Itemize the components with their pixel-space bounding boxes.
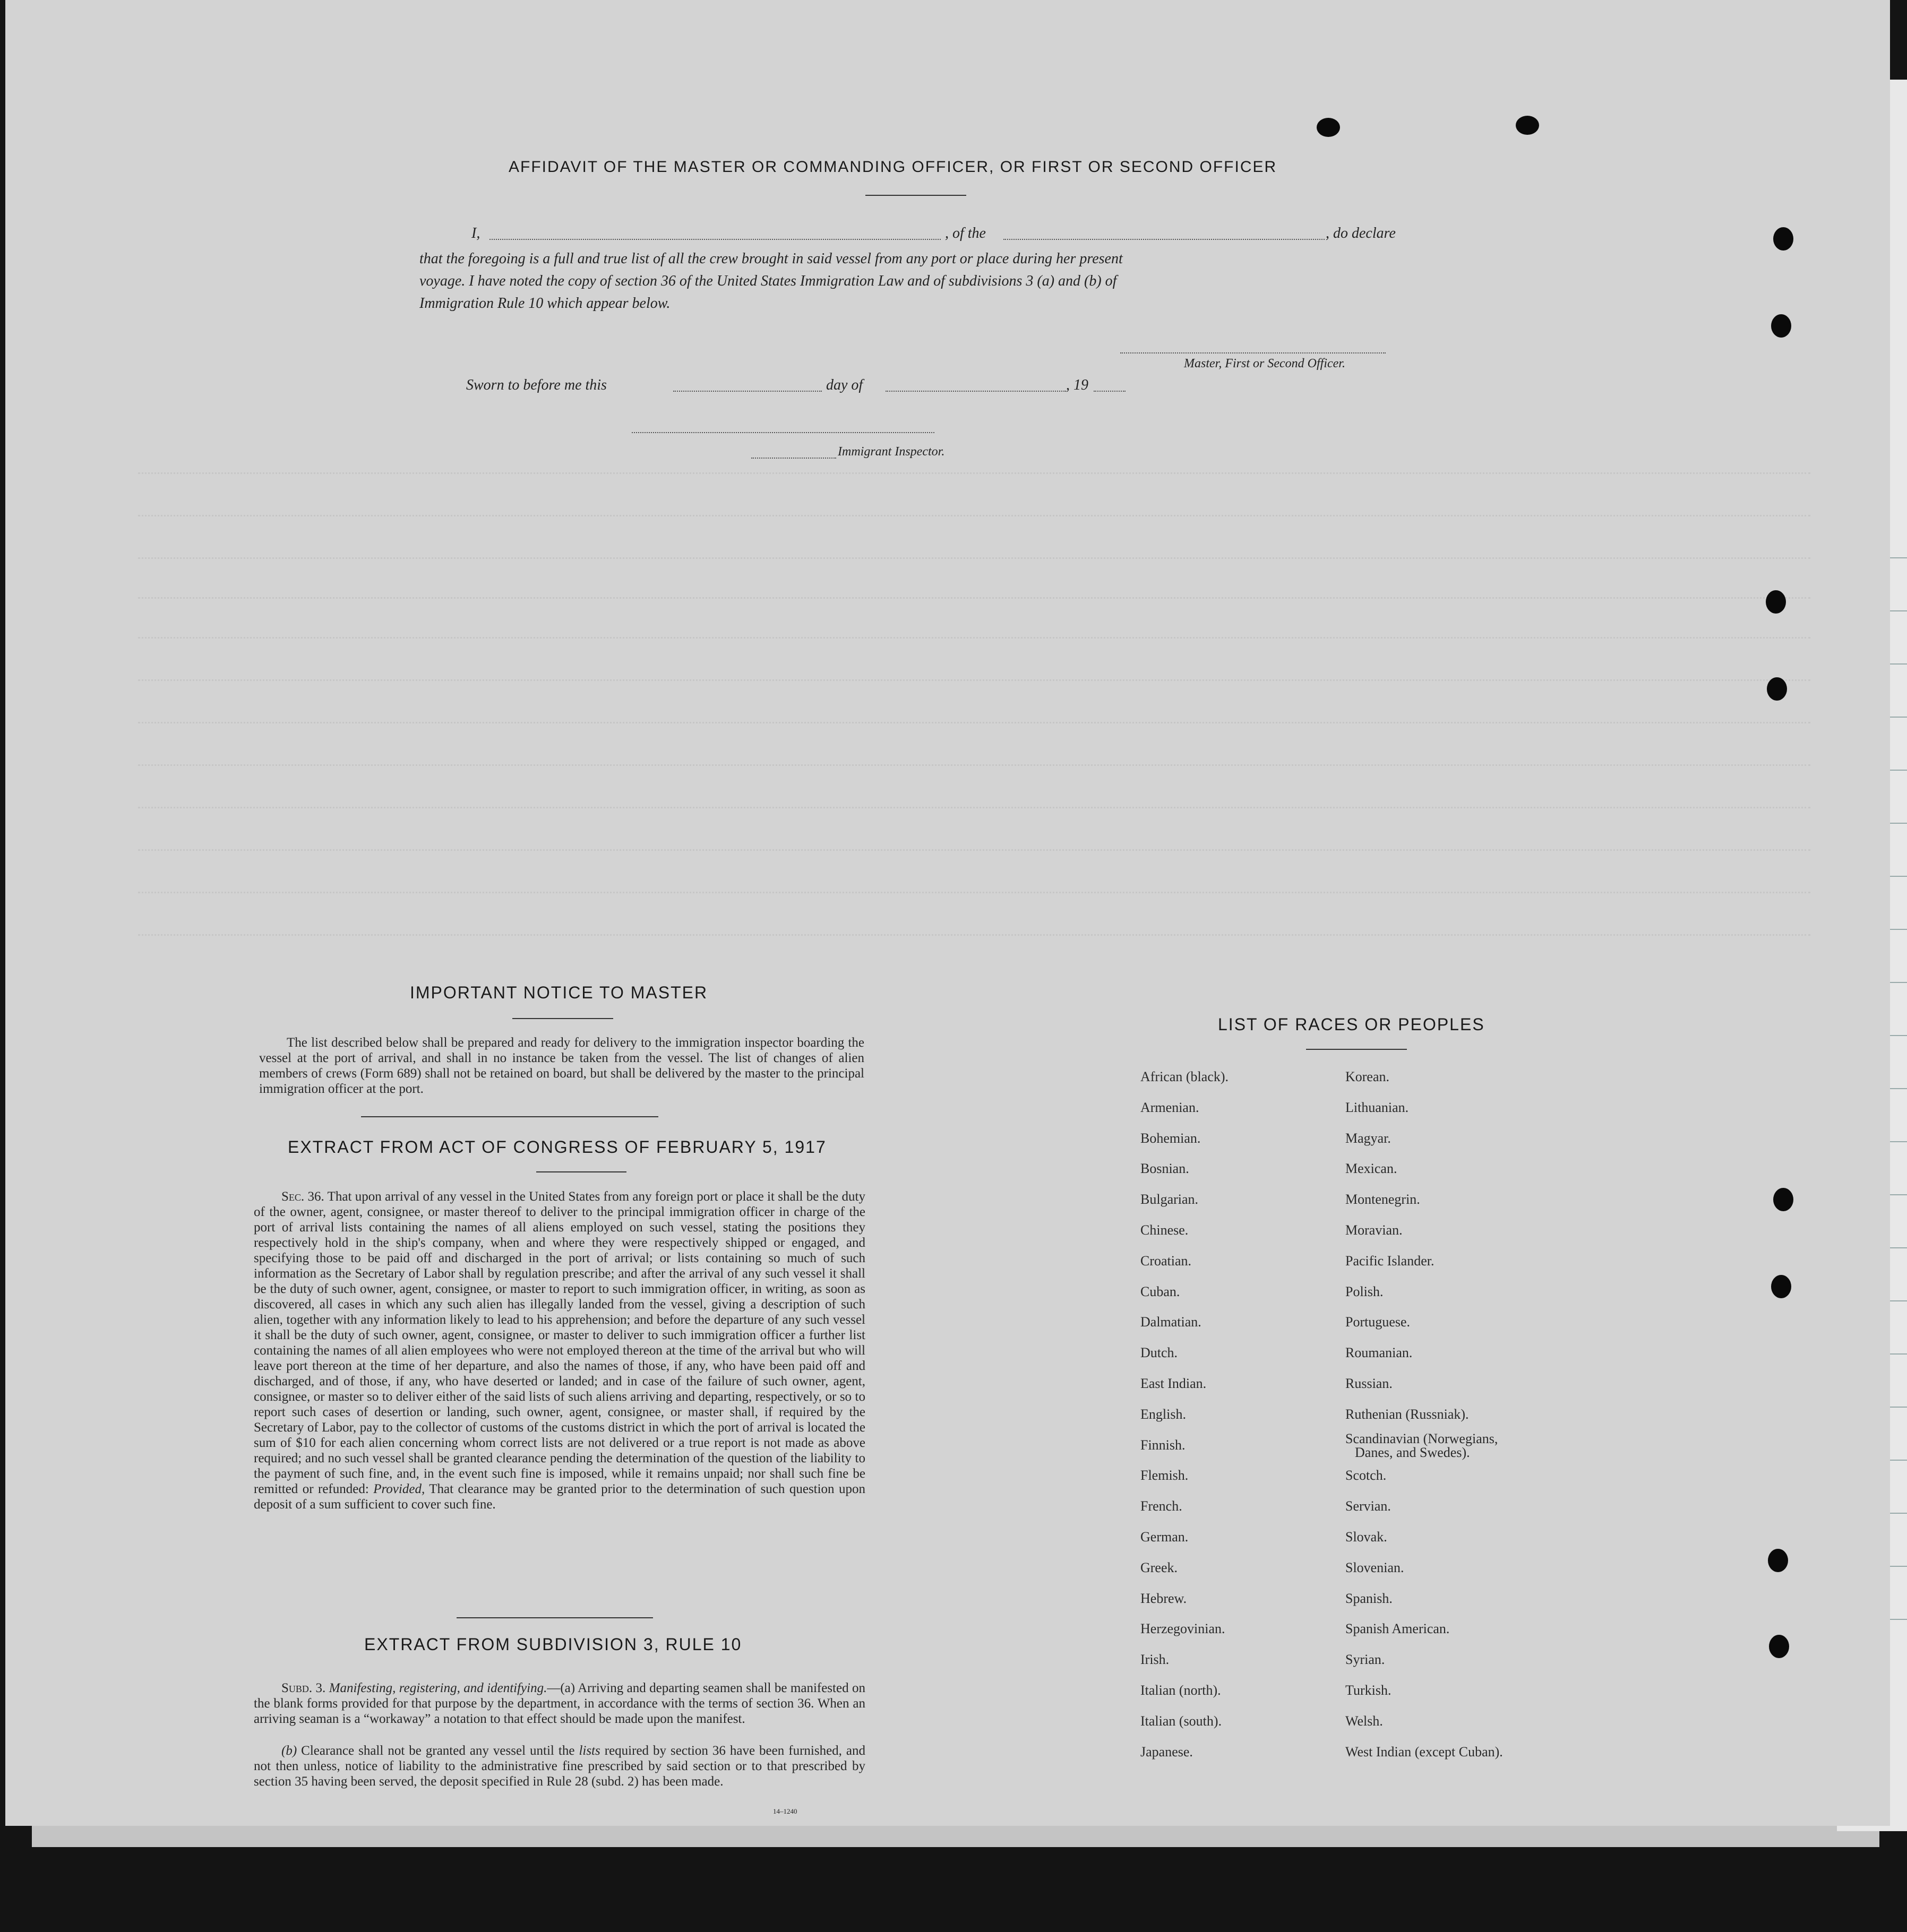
race-item: Roumanian. <box>1345 1345 1413 1361</box>
master-signature-label: Master, First or Second Officer. <box>1184 357 1345 370</box>
affidavit-of-the: , of the <box>945 225 986 242</box>
vessel-blank[interactable] <box>1003 239 1325 240</box>
races-right-column <box>1345 1062 1503 1767</box>
race-item: Syrian. <box>1345 1652 1385 1668</box>
race-item: Herzegovinian. <box>1140 1621 1225 1637</box>
race-item: Spanish. <box>1345 1590 1393 1606</box>
race-item: Bohemian. <box>1140 1130 1201 1146</box>
affidavit-do-declare: , do declare <box>1326 225 1396 242</box>
form-number: 14–1240 <box>773 1807 797 1815</box>
race-item: Irish. <box>1140 1652 1170 1668</box>
inspector-dots <box>751 458 836 459</box>
race-item: Magyar. <box>1345 1130 1391 1146</box>
race-item: Hebrew. <box>1140 1590 1187 1606</box>
race-item: Scotch. <box>1345 1468 1387 1484</box>
race-item: Polish. <box>1345 1283 1384 1299</box>
race-item: Bosnian. <box>1140 1161 1189 1177</box>
race-item: Moravian. <box>1345 1222 1403 1238</box>
race-item: East Indian. <box>1140 1375 1207 1391</box>
race-item: Dutch. <box>1140 1345 1178 1361</box>
affidavit-body-line3: Immigration Rule 10 which appear below. <box>419 295 671 312</box>
races-heading: LIST OF RACES OR PEOPLES <box>1218 1015 1485 1034</box>
race-item: Lithuanian. <box>1345 1099 1409 1115</box>
race-item: Chinese. <box>1140 1222 1189 1238</box>
divider <box>536 1171 626 1172</box>
race-item: Mexican. <box>1345 1161 1397 1177</box>
race-item: English. <box>1140 1406 1186 1422</box>
divider <box>512 1018 613 1019</box>
punch-hole <box>1516 116 1539 135</box>
affidavit-body-line1: that the foregoing is a full and true list of all the crew brought in said vessel from any port or place during her present <box>419 251 1123 267</box>
race-item: Ruthenian (Russniak). <box>1345 1406 1469 1422</box>
race-item: French. <box>1140 1498 1182 1514</box>
race-item: Greek. <box>1140 1559 1178 1575</box>
race-item: West Indian (except Cuban). <box>1345 1744 1503 1760</box>
form-sheet <box>5 0 1890 1826</box>
punch-hole <box>1766 590 1786 614</box>
rule-extract-para-b: (b) Clearance shall not be granted any vessel until the lists required by section 36 have been furnished, and not then unless, notice of liability to the administrative fine prescribed by said section or to that prescribed by section 35 having been served, the deposit specified in Rule 28 (subd. 2) has been made. <box>254 1744 866 1789</box>
inspector-label: Immigrant Inspector. <box>838 445 945 459</box>
race-item: Russian. <box>1345 1375 1393 1391</box>
race-item: Croatian. <box>1140 1253 1192 1269</box>
year-blank[interactable] <box>1094 391 1126 392</box>
affidavit-i-label: I, <box>471 225 480 242</box>
race-item: Cuban. <box>1140 1283 1180 1299</box>
race-item: Italian (north). <box>1140 1682 1221 1698</box>
month-blank[interactable] <box>886 391 1066 392</box>
day-blank[interactable] <box>673 391 822 392</box>
races-left-column <box>1140 1062 1229 1767</box>
punch-hole <box>1773 1188 1793 1211</box>
divider <box>865 195 966 196</box>
race-item: Spanish American. <box>1345 1621 1450 1637</box>
divider <box>457 1617 653 1618</box>
race-item: Flemish. <box>1140 1468 1189 1484</box>
affidavit-body-line2: voyage. I have noted the copy of section 36 of the United States Immigration Law and of subdivisions 3 (a) and (b) of <box>419 273 1117 289</box>
rule-extract-heading: EXTRACT FROM SUBDIVISION 3, RULE 10 <box>364 1635 742 1654</box>
divider <box>361 1116 658 1117</box>
act-extract-text: Sec. 36. That upon arrival of any vessel in the United States from any foreign port or place it shall be the duty of the owner, agent, consignee, or master thereof to deliver to the principal immigration officer in charge of the port of arrival lists containing the names of all aliens employed on such vessel, stating the positions they respectively hold in the ship's company, when and where they were respectively shipped or engaged, and specifying those to be paid off and discharged in the port of arrival; or lists containing so much of such information as the Secretary of Labor shall by regulation prescribe; and after the arrival of any such vessel it shall be the duty of such owner, agent, consignee, or master to report to such immigration officer, in writing, as soon as discovered, all cases in which any such alien has illegally landed from the vessel, giving a description of such alien, together with any information likely to lead to his apprehension; and before the departure of any such vessel it shall be the duty of such owner, agent, consignee, or master to deliver to such immigration officer a further list containing the names of all alien employees who were not employed thereon at the time of the arrival but who will leave port thereon at the time of her departure, and also the names of those, if any, who have been paid off and discharged, and of those, if any, who have deserted or landed; and in case of the failure of such owner, agent, consignee, or master so to deliver either of the said lists of such aliens arriving and departing, respectively, or so to report such cases of desertion or landing, such owner, agent, consignee, or master shall, if required by the Secretary of Labor, pay to the collector of customs of the customs district in which the port of arrival is located the sum of $10 for each alien concerning whom correct lists are not delivered or a true report is not made as above required; and no such vessel shall be granted clearance pending the determination of the question of the liability to the payment of such fine, and, in the event such fine is imposed, while it remains unpaid; nor shall such fine be remitted or refunded: Provided, That clearance may be granted prior to the determination of such question upon deposit of a sum sufficient to cover such fine. <box>254 1189 865 1512</box>
punch-hole <box>1768 1549 1788 1572</box>
race-item: German. <box>1140 1529 1189 1545</box>
year-prefix: , 19 <box>1066 377 1088 393</box>
race-item: African (black). <box>1140 1069 1229 1084</box>
race-item: Japanese. <box>1140 1744 1193 1760</box>
race-item: Dalmatian. <box>1140 1314 1201 1330</box>
race-item: Slovak. <box>1345 1529 1387 1545</box>
race-item: Slovenian. <box>1345 1559 1404 1575</box>
name-blank[interactable] <box>489 239 941 240</box>
race-item: Portuguese. <box>1345 1314 1411 1330</box>
race-item: Bulgarian. <box>1140 1192 1199 1208</box>
punch-hole <box>1317 118 1340 137</box>
race-item: Pacific Islander. <box>1345 1253 1434 1269</box>
punch-hole <box>1767 677 1787 701</box>
race-item: Servian. <box>1345 1498 1391 1514</box>
punch-hole <box>1771 1275 1791 1298</box>
race-item: Welsh. <box>1345 1713 1383 1729</box>
notice-text: The list described below shall be prepared and ready for delivery to the immigration inspector boarding the vessel at the port of arrival, and shall in no instance be taken from the vessel. The list of changes of alien members of crews (Form 689) shall not be retained on board, but shall be delivered by the master to the principal immigration officer at the port. <box>259 1036 864 1096</box>
day-of-label: day of <box>826 377 863 393</box>
race-item: Scandinavian (Norwegians, Danes, and Swedes). <box>1345 1430 1498 1460</box>
punch-hole <box>1773 227 1793 251</box>
act-extract-heading: EXTRACT FROM ACT OF CONGRESS OF FEBRUARY 5, 1917 <box>288 1137 827 1157</box>
race-item: Turkish. <box>1345 1682 1391 1698</box>
race-item: Finnish. <box>1140 1437 1186 1453</box>
rule-extract-para-a: Subd. 3. Manifesting, registering, and identifying.—(a) Arriving and departing seamen shall be manifested on the blank forms provided for that purpose by the department, in accordance with the terms of section 36. When an arriving seaman is a “workaway” a notation to that effect should be made upon the manifest. <box>254 1681 865 1726</box>
race-item: Korean. <box>1345 1069 1390 1084</box>
inspector-signature-line[interactable] <box>632 432 934 433</box>
notice-heading: IMPORTANT NOTICE TO MASTER <box>410 983 708 1002</box>
divider <box>1306 1049 1407 1050</box>
punch-hole <box>1769 1635 1789 1658</box>
punch-hole <box>1771 314 1791 338</box>
master-signature-line[interactable] <box>1120 352 1386 353</box>
race-item: Italian (south). <box>1140 1713 1222 1729</box>
race-item: Montenegrin. <box>1345 1192 1420 1208</box>
sworn-prefix: Sworn to before me this <box>466 377 607 393</box>
race-item: Armenian. <box>1140 1099 1199 1115</box>
affidavit-heading: AFFIDAVIT OF THE MASTER OR COMMANDING OFFICER, OR FIRST OR SECOND OFFICER <box>509 158 1277 176</box>
